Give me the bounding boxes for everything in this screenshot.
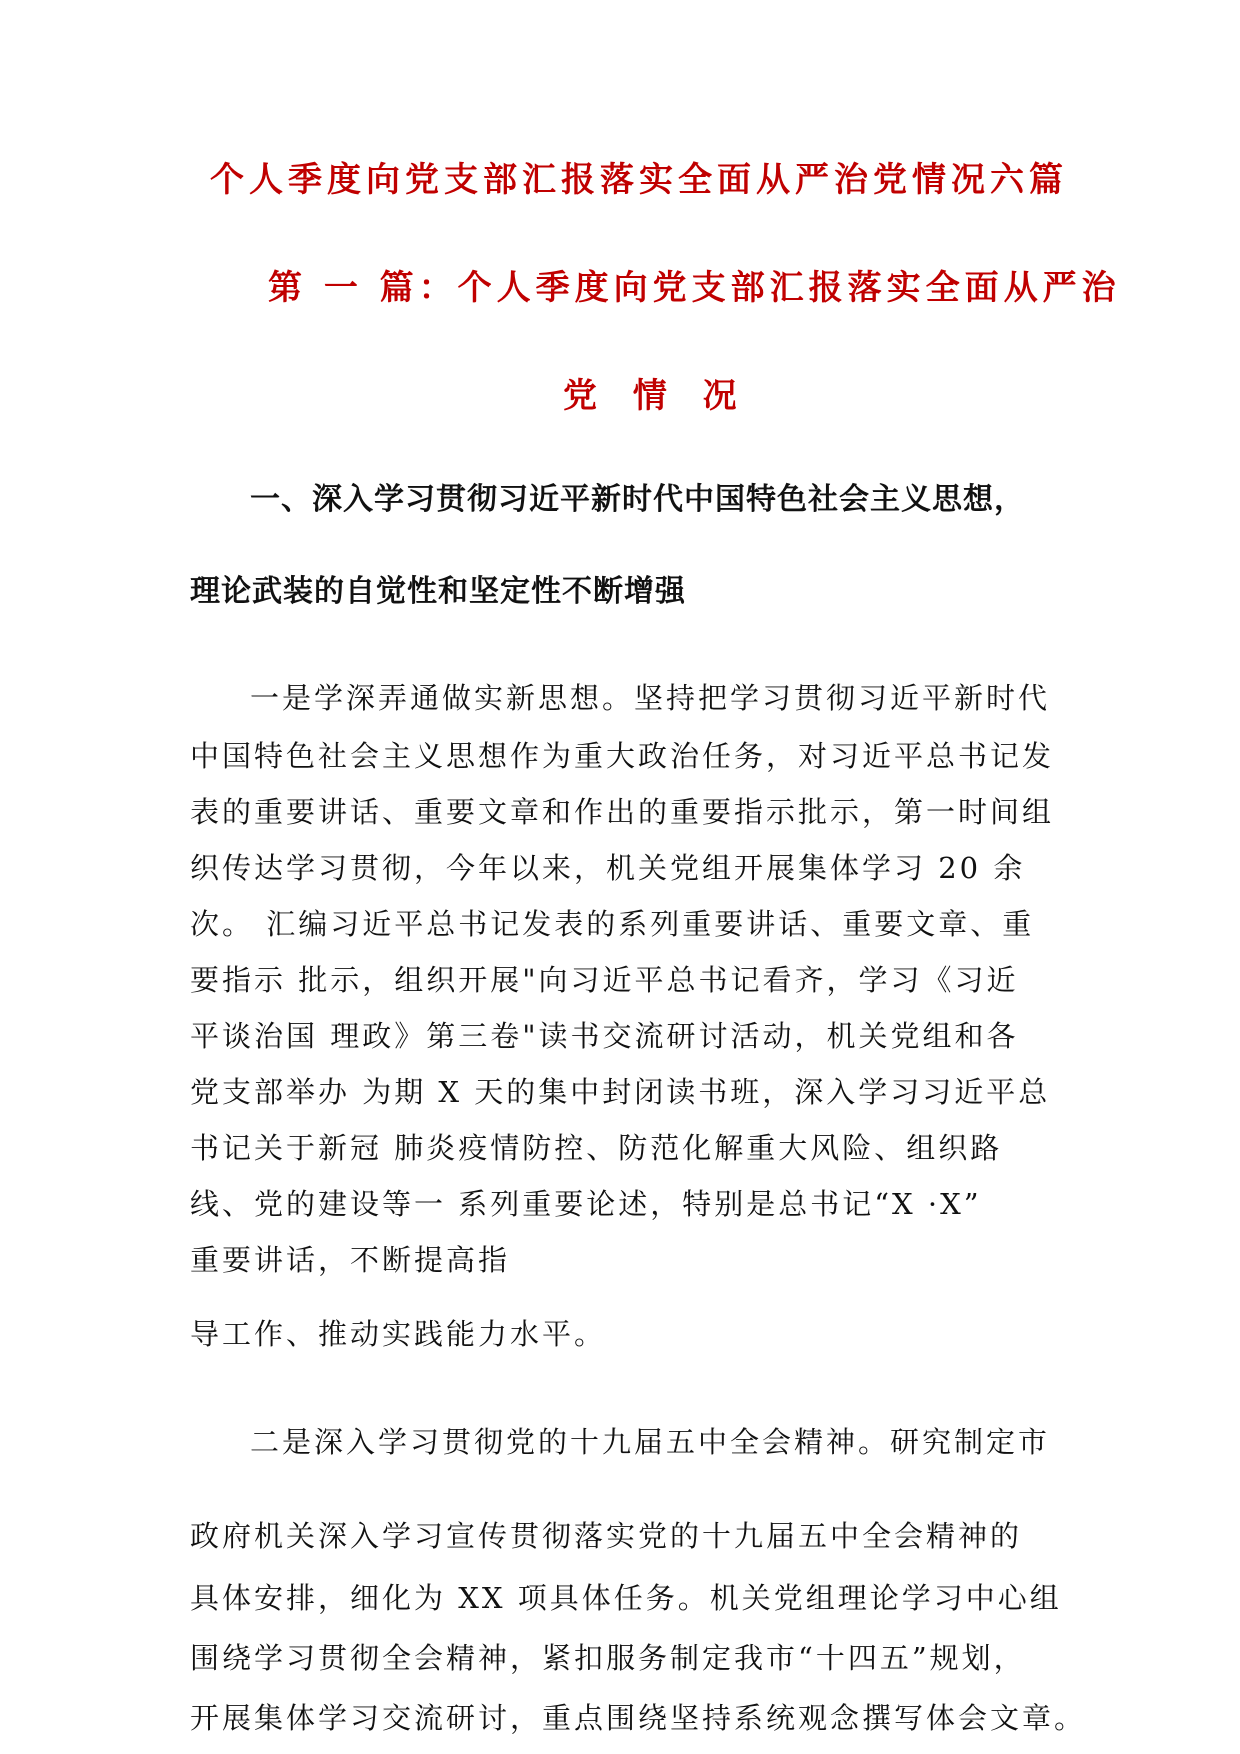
chapter-title-line-2: 党 情 况: [563, 376, 749, 416]
paragraph-line: 党支部举办 为期 X 天的集中封闭读书班，深入学习习近平总: [190, 1075, 1051, 1109]
paragraph-line: 政府机关深入学习宣传贯彻落实党的十九届五中全会精神的: [190, 1519, 1023, 1553]
document-title: 个人季度向党支部汇报落实全面从严治党情况六篇: [210, 160, 1068, 200]
paragraph-line: 线、党的建设等一 系列重要论述，特别是总书记“X ·X”: [190, 1187, 982, 1221]
paragraph-line: 要指示 批示，组织开展"向习近平总书记看齐，学习《习近: [190, 963, 1019, 997]
paragraph-line: 中国特色社会主义思想作为重大政治任务，对习近平总书记发: [190, 739, 1055, 773]
chapter-title-line-1: 第 一 篇：个人季度向党支部汇报落实全面从严治: [268, 268, 1121, 308]
paragraph-line: 二是深入学习贯彻党的十九届五中全会精神。研究制定市: [250, 1425, 1051, 1459]
paragraph-line: 具体安排，细化为 XX 项具体任务。机关党组理论学习中心组: [190, 1581, 1062, 1615]
paragraph-line: 围绕学习贯彻全会精神，紧扣服务制定我市“十四五”规划，: [190, 1641, 1026, 1675]
section-heading-line-1: 一、深入学习贯彻习近平新时代中国特色社会主义思想，: [250, 482, 1025, 517]
paragraph-line: 开展集体学习交流研讨，重点围绕坚持系统观念撰写体会文章。: [190, 1701, 1087, 1735]
paragraph-line: 平谈治国 理政》第三卷"读书交流研讨活动，机关党组和各: [190, 1019, 1019, 1053]
paragraph-line: 次。 汇编习近平总书记发表的系列重要讲话、重要文章、重: [190, 907, 1035, 941]
section-heading-line-2: 理论武装的自觉性和坚定性不断增强: [190, 574, 686, 609]
paragraph-line: 重要讲话，不断提高指: [190, 1243, 511, 1277]
paragraph-line: 表的重要讲话、重要文章和作出的重要指示批示，第一时间组: [190, 795, 1055, 829]
paragraph-line: 织传达学习贯彻，今年以来，机关党组开展集体学习 20 余: [190, 851, 1026, 885]
paragraph-line: 一是学深弄通做实新思想。坚持把学习贯彻习近平新时代: [250, 681, 1051, 715]
paragraph-line: 书记关于新冠 肺炎疫情防控、防范化解重大风险、组织路: [190, 1131, 1003, 1165]
paragraph-line: 导工作、推动实践能力水平。: [190, 1317, 607, 1351]
